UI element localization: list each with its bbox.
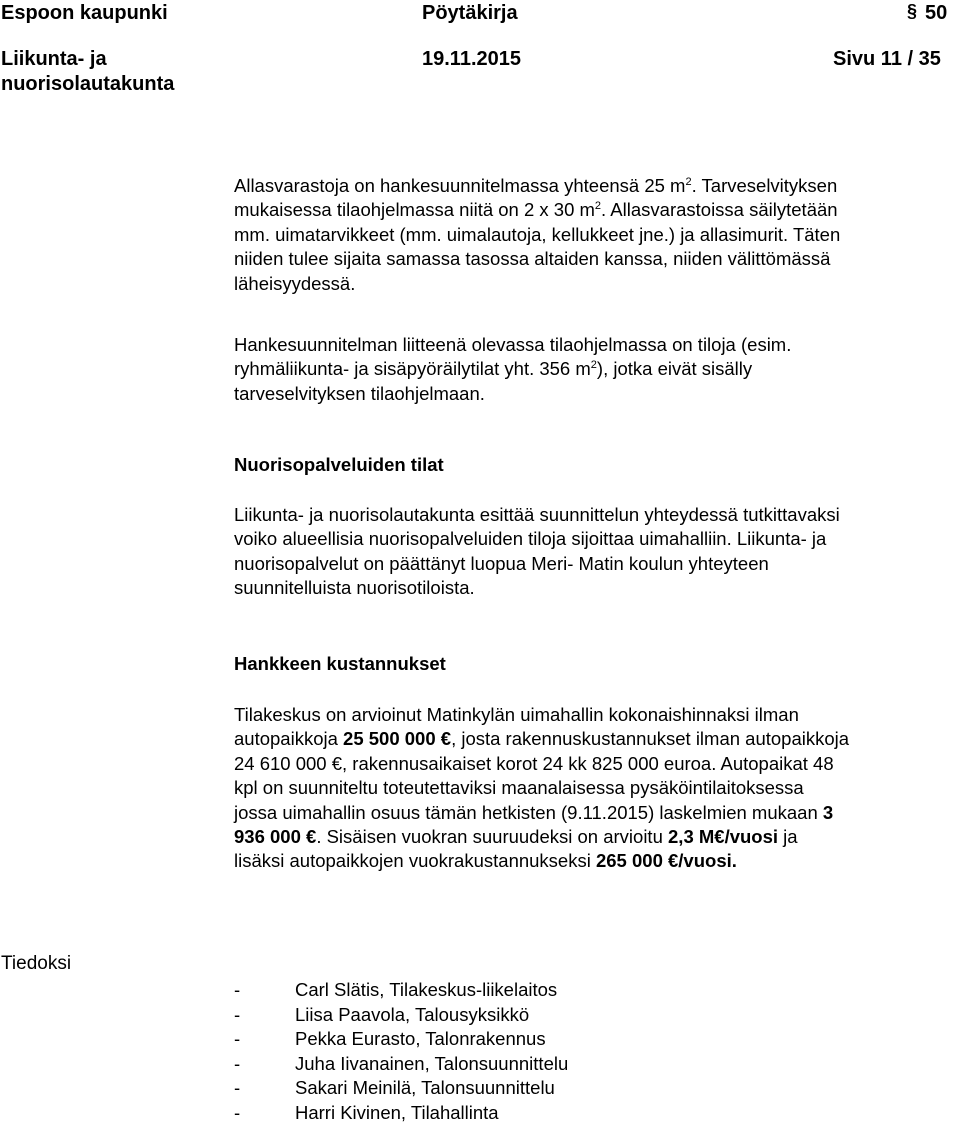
list-item [234, 1003, 568, 1028]
paragraph-kustannukset [234, 703, 934, 874]
header-doc-type: Pöytäkirja [422, 2, 518, 24]
header-rule [907, 1, 935, 3]
list-bullet-dash: - [234, 1077, 241, 1098]
header-item-number [907, 1, 948, 25]
text-line: Hankesuunnitelman liitteenä olevassa tilaohjelmassa on tiloja (esim. [234, 334, 792, 355]
list-item-text: Sakari Meinilä, Talonsuunnittelu [295, 1077, 555, 1098]
paragraph-nuorisopalvelut [234, 503, 934, 601]
text-line: suunnitelluista nuorisotiloista. [234, 577, 475, 599]
list-item [234, 1076, 568, 1101]
text-line: ryhmäliikunta- ja sisäpyöräilytilat yht. 356 $m^2$), jotka eivät sisälly [234, 358, 753, 380]
header-org: Espoon kaupunki [1, 2, 168, 24]
header-date: 19.11.2015 [422, 48, 521, 70]
list-item [234, 1052, 568, 1077]
paragraph-tilaohjelma [234, 333, 934, 406]
text-line: läheisyydessä. [234, 272, 356, 294]
text-line: mm. uimatarvikkeet (mm. uimalautoja, kellukkeet jne.) ja allasimurit. Täten [234, 223, 841, 245]
text-line: 24 610 000 €, rakennusaikaiset korot 24 kk 825 000 euroa. Autopaikat 48 [234, 752, 834, 774]
list-bullet-dash: - [234, 979, 241, 1000]
list-item-text: Harri Kivinen, Tilahallinta [295, 1101, 499, 1123]
tiedoksi-label: Tiedoksi [1, 953, 72, 974]
text-line: nuorisopalvelut on päättänyt luopua Meri- Matin koulun yhteyteen [234, 552, 769, 574]
list-bullet-dash: - [234, 1003, 241, 1025]
header-unit-line1: Liikunta- ja [1, 48, 107, 70]
item-number-paragraph-sign: § [907, 1, 918, 21]
text-line: jossa uimahallin osuus tämän hetkisten (9.11.2015) laskelmien mukaan 3 [234, 801, 834, 823]
item-number-value: 50 [925, 2, 948, 24]
paragraph-allasvarastot [234, 174, 934, 296]
header-page: Sivu 11 / 35 [833, 48, 941, 70]
text-line: kpl on suunniteltu toteutettaviksi maanalaisessa pysäköintilaitoksessa [234, 777, 804, 799]
section-heading: Hankkeen kustannukset [234, 653, 446, 674]
text-line: 936 000 €. Sisäisen vuokran suuruudeksi on arvioitu 2,3 M€/vuosi ja [234, 826, 798, 848]
text-line: autopaikkoja 25 500 000 €, josta rakennuskustannukset ilman autopaikkoja [234, 728, 850, 750]
section-nuorisopalveluiden-tilat [234, 453, 934, 477]
header-unit-line2: nuorisolautakunta [1, 73, 175, 95]
tiedoksi-list [234, 978, 568, 1125]
list-bullet-dash: - [234, 1052, 241, 1074]
list-bullet-dash: - [234, 1101, 241, 1123]
list-item-text: Juha Iivanainen, Talonsuunnittelu [295, 1052, 569, 1074]
list-bullet-dash: - [234, 1028, 241, 1049]
text-line: Allasvarastoja on hankesuunnitelmassa yhteensä 25 $m^2$. Tarveselvityksen [234, 175, 838, 196]
list-item [234, 1027, 568, 1052]
list-item [234, 1101, 568, 1126]
text-line: niiden tulee sijaita samassa tasossa altaiden kanssa, niiden välittömässä [234, 248, 831, 270]
text-line: Tilakeskus on arvioinut Matinkylän uimahallin kokonaishinnaksi ilman [234, 704, 799, 725]
list-item-text: Carl Slätis, Tilakeskus-liikelaitos [295, 979, 558, 1000]
text-line: voiko alueellisia nuorisopalveluiden tiloja sijoittaa uimahalliin. Liikunta- ja [234, 528, 827, 550]
list-item-text: Pekka Eurasto, Talonrakennus [295, 1028, 546, 1049]
text-line: tarveselvityksen tilaohjelmaan. [234, 382, 485, 404]
text-line: lisäksi autopaikkojen vuokrakustannukseksi 265 000 €/vuosi. [234, 850, 737, 872]
text-line: Liikunta- ja nuorisolautakunta esittää suunnittelun yhteydessä tutkittavaksi [234, 504, 840, 525]
section-hankkeen-kustannukset [234, 652, 934, 676]
list-item-text: Liisa Paavola, Talousyksikkö [295, 1003, 530, 1025]
section-heading: Nuorisopalveluiden tilat [234, 454, 444, 475]
text-line: mukaisessa tilaohjelmassa niitä on 2 x 30 $m^2$. Allasvarastoissa säilytetään [234, 199, 838, 221]
list-item [234, 978, 568, 1003]
